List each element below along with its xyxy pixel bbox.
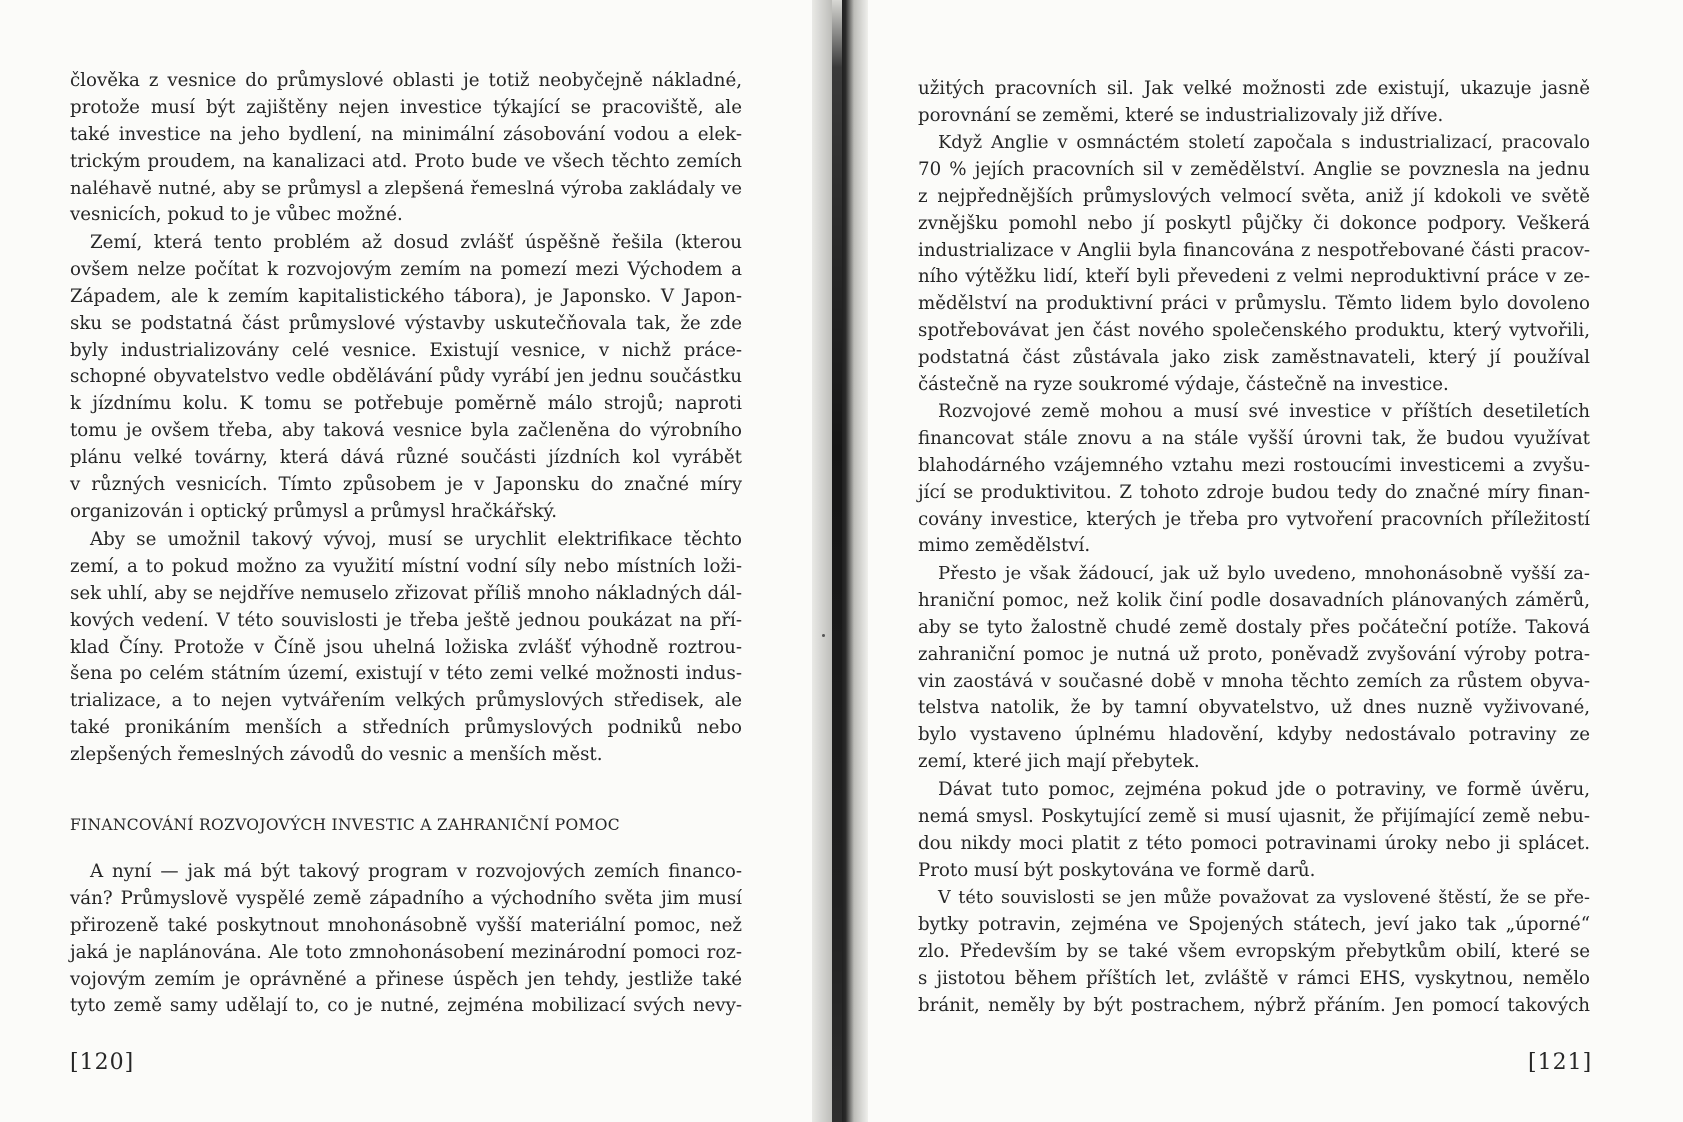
text-line: Přesto je však žádoucí, jak už bylo uvedeno, mnohonásobně vyšší za-	[938, 563, 1590, 584]
right-page	[868, 0, 1683, 1122]
text-line: Západem, ale k zemím kapitalistického tábora), je Japonsko. V Japon-	[70, 285, 742, 307]
text-line: podstatná část zůstávala jako zisk zaměstnavateli, který jí používal	[918, 347, 1590, 369]
text-line: mimo zemědělství.	[918, 535, 1091, 557]
text-line: zlo. Především by se také všem evropským přebytkům obilí, které se	[918, 940, 1590, 962]
text-line: Rozvojové země mohou a musí své investice v příštích desetiletích	[938, 401, 1590, 422]
text-line: bránit, neměly by být postrachem, nýbrž přáním. Jen pomocí takových	[918, 994, 1590, 1016]
page-number-left: [120]	[70, 1050, 135, 1075]
text-line: blahodárného vzájemného vztahu mezi rostoucími investicemi a zvyšu-	[918, 454, 1590, 476]
text-line: porovnání se zeměmi, které se industrializovaly již dříve.	[918, 104, 1444, 126]
text-line: člověka z vesnice do průmyslové oblasti je totiž neobyčejně nákladné,	[70, 70, 742, 91]
right-paragraph-5	[918, 777, 1590, 885]
text-line: zemí, a to pokud možno za využití místní vodní síly nebo místních loži-	[70, 555, 742, 577]
text-line: trializace, a to nejen vytvářením velkých průmyslových středisek, ale	[70, 690, 742, 712]
text-line: kových vedení. V této souvislosti je třeba ještě jednou poukázat na pří-	[70, 609, 742, 631]
text-line: zlepšených řemeslných závodů do vesnic a menších měst.	[70, 744, 603, 766]
text-line: tyto země samy udělají to, co je nutné, zejména mobilizací svých nevy-	[70, 995, 742, 1017]
text-line: sku se podstatná část průmyslové výstavby uskutečňovala tak, že zde	[70, 312, 742, 334]
text-line: v různých vesnicích. Tímto způsobem je v Japonsku do značné míry	[70, 474, 742, 496]
text-line: ního výtěžku lidí, kteří byli převedeni z velmi neproduktivní práce v ze-	[918, 266, 1590, 288]
text-line: jící se produktivitou. Z tohoto zdroje budou tedy do značné míry finan-	[918, 481, 1590, 503]
text-line: jaká je naplánována. Ale toto zmnohonásobení mezinárodní pomoci roz-	[70, 941, 742, 963]
text-line: spotřebovávat jen část nového společenského produktu, který vytvořili,	[918, 320, 1590, 342]
right-paragraph-6	[918, 885, 1590, 1019]
left-paragraph-4	[70, 859, 742, 1020]
text-line: industrializace v Anglii byla financována z nespotřebované části pracov-	[918, 239, 1590, 261]
text-line: naléhavě nutné, aby se průmysl a zlepšená řemeslná výroba zakládaly ve	[70, 177, 742, 199]
text-line: Proto musí být poskytována ve formě darů.	[918, 859, 1316, 881]
text-line: trickým proudem, na kanalizaci atd. Proto bude ve všech těchto zemích	[70, 150, 742, 172]
text-line: aby se tyto žalostně chudé země dostaly přes počáteční potíže. Taková	[918, 616, 1590, 638]
left-page	[0, 0, 812, 1122]
text-line: ván? Průmyslově vyspělé země západního a východního světa jim musí	[70, 887, 742, 909]
text-line: mědělství na produktivní práci v průmyslu. Těmto lidem bylo dovoleno	[918, 293, 1590, 315]
section-heading: FINANCOVÁNÍ ROZVOJOVÝCH INVESTIC A ZAHRANIČNÍ POMOC	[70, 816, 620, 834]
text-line: schopné obyvatelstvo vedle obdělávání půdy vyrábí jen jednu součástku	[70, 366, 742, 388]
text-line: covány investice, kterých je třeba pro vytvoření pracovních příležitostí	[918, 508, 1590, 530]
text-line: zvnějšku pomohl nebo jí poskytl půjčky či dokonce podpory. Veškerá	[918, 212, 1590, 234]
text-line: přirozeně také poskytnout mnohonásobně vyšší materiální pomoc, než	[70, 914, 742, 936]
text-line: telstva natolik, že by tamní obyvatelstvo, už dnes nuzně vyživované,	[918, 697, 1590, 719]
text-line: dou nikdy moci platit z této pomoci potravinami úroky nebo ji splácet.	[918, 832, 1590, 854]
left-paragraph-2	[70, 230, 742, 526]
book-gutter	[812, 0, 868, 1122]
text-line: také pronikáním menších a středních průmyslových podniků nebo	[70, 717, 742, 739]
text-line: financovat stále znovu a na stále vyšší úrovni tak, že budou využívat	[918, 427, 1590, 449]
text-line: vesnicích, pokud to je vůbec možné.	[70, 204, 403, 226]
right-paragraph-1	[918, 76, 1590, 130]
text-line: zemí, které jich mají přebytek.	[918, 751, 1200, 773]
text-line: tomu je ovšem třeba, aby taková vesnice byla začleněna do výrobního	[70, 420, 742, 442]
text-line: vin zaostává v současné době v mnoha těchto zemích za růstem obyva-	[918, 670, 1590, 692]
text-line: A nyní — jak má být takový program v rozvojových zemích financo-	[90, 861, 742, 882]
text-line: 70 % jejích pracovních sil v zemědělství. Anglie se povznesla na jednu	[918, 158, 1590, 180]
right-paragraph-4	[918, 561, 1590, 776]
page-number-right: [121]	[1528, 1050, 1593, 1075]
left-paragraph-3	[70, 527, 742, 769]
text-line: Zemí, která tento problém až dosud zvlášť úspěšně řešila (kterou	[90, 232, 742, 253]
text-line: plánu velké továrny, která dává různé součásti jízdních kol vyrábět	[70, 447, 742, 469]
text-line: užitých pracovních sil. Jak velké možnosti zde existují, ukazuje jasně	[918, 78, 1590, 99]
text-line: sek uhlí, aby se nejdříve nemuselo zřizovat příliš mnoho nákladných dál-	[70, 582, 742, 604]
text-line: částečně na ryze soukromé výdaje, částečně na investice.	[918, 374, 1449, 396]
text-line: také investice na jeho bydlení, na minimální zásobování vodou a elek-	[70, 123, 742, 145]
text-line: Dávat tuto pomoc, zejména pokud jde o potraviny, ve formě úvěru,	[938, 779, 1590, 800]
text-line: bytky potravin, zejména ve Spojených státech, jeví jako tak „úporné“	[918, 913, 1590, 935]
text-line: V této souvislosti se jen může považovat za vyslovené štěstí, že se pře-	[938, 888, 1590, 908]
right-paragraph-2	[918, 130, 1590, 399]
text-line: nemá smysl. Poskytující země si musí ujasnit, že přijímající země nebu-	[918, 805, 1590, 827]
text-line: z nejpřednějších průmyslových velmocí světa, aniž jí kdokoli ve světě	[918, 185, 1590, 207]
text-line: hraniční pomoc, než kolik činí podle dosavadních plánovaných záměrů,	[918, 589, 1590, 611]
left-paragraph-1	[70, 68, 742, 229]
text-line: klad Číny. Protože v Číně jsou uhelná ložiska zvlášť výhodně roztrou-	[70, 636, 742, 658]
text-line: bylo vystaveno úplnému hladovění, kdyby nedostávalo potraviny ze	[918, 724, 1590, 746]
gutter-shadow	[832, 0, 842, 1122]
text-line: protože musí být zajištěny nejen investice týkající se pracoviště, ale	[70, 96, 742, 118]
scan-speck	[822, 634, 825, 637]
text-line: organizován i optický průmysl a průmysl hračkářský.	[70, 500, 558, 522]
text-line: ovšem nelze počítat k rozvojovým zemím na pomezí mezi Východem a	[70, 258, 742, 280]
text-line: Když Anglie v osmnáctém století započala s industrializací, pracovalo	[938, 132, 1590, 153]
text-line: byly industrializovány celé vesnice. Existují vesnice, v nichž práce-	[70, 339, 742, 361]
text-line: vojovým zemím je oprávněné a přinese úspěch jen tehdy, jestliže také	[70, 968, 742, 990]
right-paragraph-3	[918, 399, 1590, 560]
text-line: s jistotou během příštích let, zvláště v rámci EHS, vyskytnou, nemělo	[918, 967, 1590, 989]
text-line: Aby se umožnil takový vývoj, musí se urychlit elektrifikace těchto	[90, 529, 742, 550]
text-line: k jízdnímu kolu. K tomu se potřebuje poměrně málo strojů; naproti	[70, 393, 742, 415]
text-line: šena po celém státním území, existují v této zemi velké možnosti indus-	[70, 663, 742, 685]
text-line: zahraniční pomoc je nutná už proto, poněvadž zvyšování výroby potra-	[918, 643, 1590, 665]
